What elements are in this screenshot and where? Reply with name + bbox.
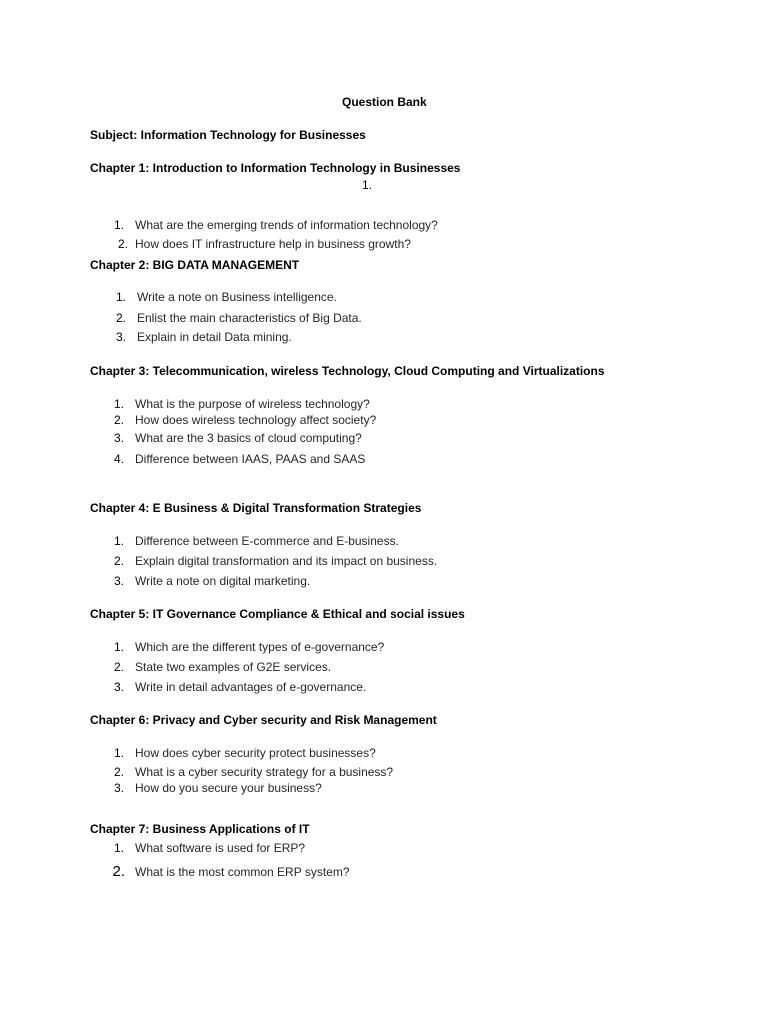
list-number: 4. bbox=[113, 452, 124, 466]
list-number: 1. bbox=[113, 841, 124, 855]
question-item: How does cyber security protect businesses? bbox=[135, 746, 376, 760]
chapter-heading: Chapter 5: IT Governance Compliance & Ethical and social issues bbox=[90, 607, 465, 621]
chapter-heading: Chapter 6: Privacy and Cyber security and Risk Management bbox=[90, 713, 437, 727]
list-number: 3. bbox=[113, 680, 124, 694]
list-number: 1. bbox=[113, 397, 124, 411]
list-number: 3. bbox=[113, 574, 124, 588]
question-item: Difference between IAAS, PAAS and SAAS bbox=[135, 452, 366, 466]
list-number: 1. bbox=[115, 290, 126, 304]
list-number: 1. bbox=[113, 218, 124, 232]
stray-list-number: 1. bbox=[362, 178, 373, 192]
list-number: 3. bbox=[113, 781, 124, 795]
question-item: How do you secure your business? bbox=[135, 781, 322, 795]
question-item: What are the 3 basics of cloud computing? bbox=[135, 431, 362, 445]
list-number: 2. bbox=[112, 863, 125, 880]
question-item: State two examples of G2E services. bbox=[135, 660, 332, 674]
question-item: What is a cyber security strategy for a business? bbox=[135, 765, 394, 779]
question-item: What software is used for ERP? bbox=[135, 841, 306, 855]
list-number: 2. bbox=[115, 311, 126, 325]
question-item: What is the purpose of wireless technology? bbox=[135, 397, 370, 411]
document-title: Question Bank bbox=[342, 95, 427, 109]
chapter-heading: Chapter 2: BIG DATA MANAGEMENT bbox=[90, 258, 300, 272]
question-item: Enlist the main characteristics of Big Data. bbox=[137, 311, 362, 325]
chapter-heading: Chapter 4: E Business & Digital Transformation Strategies bbox=[90, 501, 422, 515]
list-number: 2. bbox=[113, 554, 124, 568]
question-item: Write in detail advantages of e-governance. bbox=[135, 680, 367, 694]
list-number: 3. bbox=[113, 431, 124, 445]
list-number: 1. bbox=[113, 534, 124, 548]
list-number: 3. bbox=[115, 330, 126, 344]
question-item: What are the emerging trends of information technology? bbox=[135, 218, 438, 232]
question-item: How does wireless technology affect society? bbox=[135, 413, 377, 427]
list-number: 2. bbox=[117, 237, 128, 251]
question-item: Write a note on digital marketing. bbox=[135, 574, 311, 588]
question-item: How does IT infrastructure help in business growth? bbox=[135, 237, 411, 251]
question-item: Which are the different types of e-governance? bbox=[135, 640, 385, 654]
question-item: What is the most common ERP system? bbox=[135, 865, 350, 879]
subject-line: Subject: Information Technology for Businesses bbox=[90, 128, 366, 142]
list-number: 1. bbox=[113, 640, 124, 654]
list-number: 1. bbox=[113, 746, 124, 760]
chapter-heading: Chapter 3: Telecommunication, wireless Technology, Cloud Computing and Virtualizations bbox=[90, 364, 605, 378]
list-number: 2. bbox=[113, 413, 124, 427]
chapter-heading: Chapter 7: Business Applications of IT bbox=[90, 822, 310, 836]
question-item: Explain in detail Data mining. bbox=[137, 330, 292, 344]
list-number: 2. bbox=[113, 660, 124, 674]
chapter-heading: Chapter 1: Introduction to Information Technology in Businesses bbox=[90, 161, 461, 175]
question-item: Write a note on Business intelligence. bbox=[137, 290, 337, 304]
question-item: Explain digital transformation and its impact on business. bbox=[135, 554, 438, 568]
question-item: Difference between E-commerce and E-business. bbox=[135, 534, 399, 548]
list-number: 2. bbox=[113, 765, 124, 779]
